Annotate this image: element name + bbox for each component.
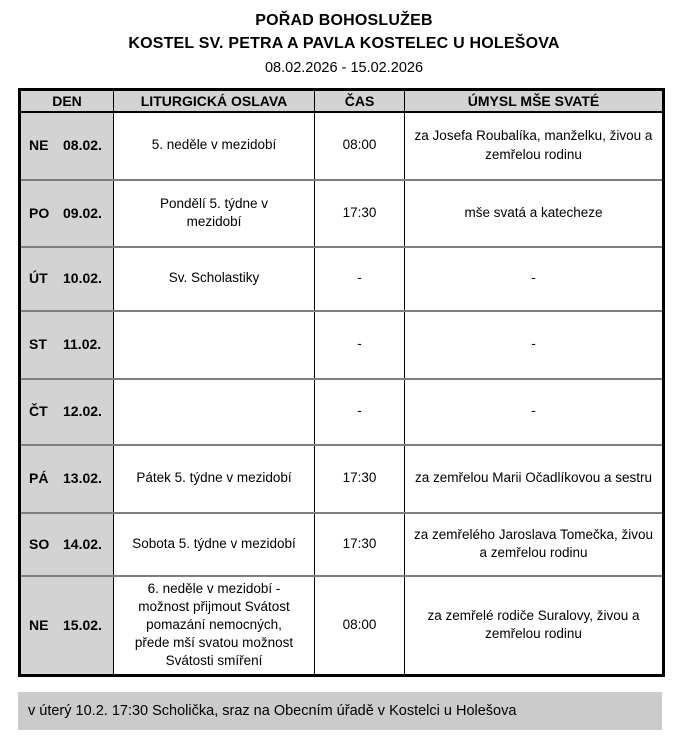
day-cell <box>20 247 114 311</box>
celebration-cell: Sobota 5. týdne v mezidobí <box>114 513 315 576</box>
celebration-cell: Pátek 5. týdne v mezidobí <box>114 445 315 513</box>
table-row <box>20 311 664 379</box>
day-abbrev: PÁ <box>29 470 49 487</box>
intention-cell: za zemřelého Jaroslava Tomečka, živou a zemřelou rodinu <box>405 513 664 576</box>
day-cell <box>20 513 114 576</box>
col-header-den: DEN <box>20 90 114 112</box>
col-header-liturgicka-oslava: LITURGICKÁ OSLAVA <box>114 90 315 112</box>
celebration-cell <box>114 311 315 379</box>
table-row <box>20 247 664 311</box>
col-header-cas: ČAS <box>315 90 405 112</box>
intention-cell: - <box>405 247 664 311</box>
day-abbrev: ÚT <box>29 270 48 287</box>
footer-note-bar <box>18 692 662 730</box>
day-date: 13.02. <box>63 470 102 487</box>
day-date: 08.02. <box>63 137 102 154</box>
intention-cell: - <box>405 379 664 445</box>
time-cell: 08:00 <box>315 112 405 180</box>
date-range: 08.02.2026 - 15.02.2026 <box>264 60 424 76</box>
day-abbrev: ČT <box>29 403 48 420</box>
table-row <box>20 112 664 180</box>
schedule-body <box>20 112 664 676</box>
day-date: 14.02. <box>63 535 102 552</box>
day-abbrev: ST <box>29 336 47 353</box>
time-cell: - <box>315 247 405 311</box>
schedule-table <box>18 88 665 677</box>
table-row <box>20 513 664 576</box>
time-cell: 17:30 <box>315 445 405 513</box>
celebration-cell <box>114 379 315 445</box>
day-cell <box>20 445 114 513</box>
day-date: 09.02. <box>63 204 102 221</box>
time-cell: 17:30 <box>315 180 405 247</box>
table-row <box>20 445 664 513</box>
day-date: 11.02. <box>63 336 102 353</box>
intention-cell: - <box>405 311 664 379</box>
celebration-cell: 5. neděle v mezidobí <box>114 112 315 180</box>
header-row <box>20 90 664 112</box>
intention-cell: za Josefa Roubalíka, manželku, živou a zemřelou rodinu <box>405 112 664 180</box>
day-cell <box>20 112 114 180</box>
time-cell: 08:00 <box>315 576 405 676</box>
day-cell <box>20 576 114 676</box>
day-abbrev: NE <box>29 616 49 633</box>
day-cell <box>20 379 114 445</box>
celebration-cell: Sv. Scholastiky <box>114 247 315 311</box>
title-block <box>0 0 688 77</box>
celebration-cell: 6. neděle v mezidobí - možnost přijmout Svátost pomazání nemocných, přede mší svatou možnost Svátosti smíření <box>114 576 315 676</box>
intention-cell: mše svatá a katecheze <box>405 180 664 247</box>
day-date: 12.02. <box>63 403 102 420</box>
celebration-cell: Pondělí 5. týdne v mezidobí <box>114 180 315 247</box>
day-date: 10.02. <box>63 270 102 287</box>
table-row <box>20 180 664 247</box>
day-cell <box>20 180 114 247</box>
col-header-umysl-mse-svate: ÚMYSL MŠE SVATÉ <box>405 90 664 112</box>
day-abbrev: NE <box>29 137 49 154</box>
page-subtitle: KOSTEL SV. PETRA A PAVLA KOSTELEC U HOLEŠOVA <box>128 35 560 52</box>
day-abbrev: SO <box>29 535 50 552</box>
day-date: 15.02. <box>63 616 102 633</box>
intention-cell: za zemřelou Marii Očadlíkovou a sestru <box>405 445 664 513</box>
footer-note-text: v úterý 10.2. 17:30 Scholička, sraz na Obecním úřadě v Kostelci u Holešova <box>28 703 517 719</box>
time-cell: 17:30 <box>315 513 405 576</box>
table-row <box>20 379 664 445</box>
intention-cell: za zemřelé rodiče Suralovy, živou a zemřelou rodinu <box>405 576 664 676</box>
day-abbrev: PO <box>29 204 50 221</box>
day-cell <box>20 311 114 379</box>
page-title: POŘAD BOHOSLUŽEB <box>255 12 433 29</box>
time-cell: - <box>315 311 405 379</box>
schedule-header <box>20 90 664 112</box>
table-row <box>20 576 664 676</box>
time-cell: - <box>315 379 405 445</box>
